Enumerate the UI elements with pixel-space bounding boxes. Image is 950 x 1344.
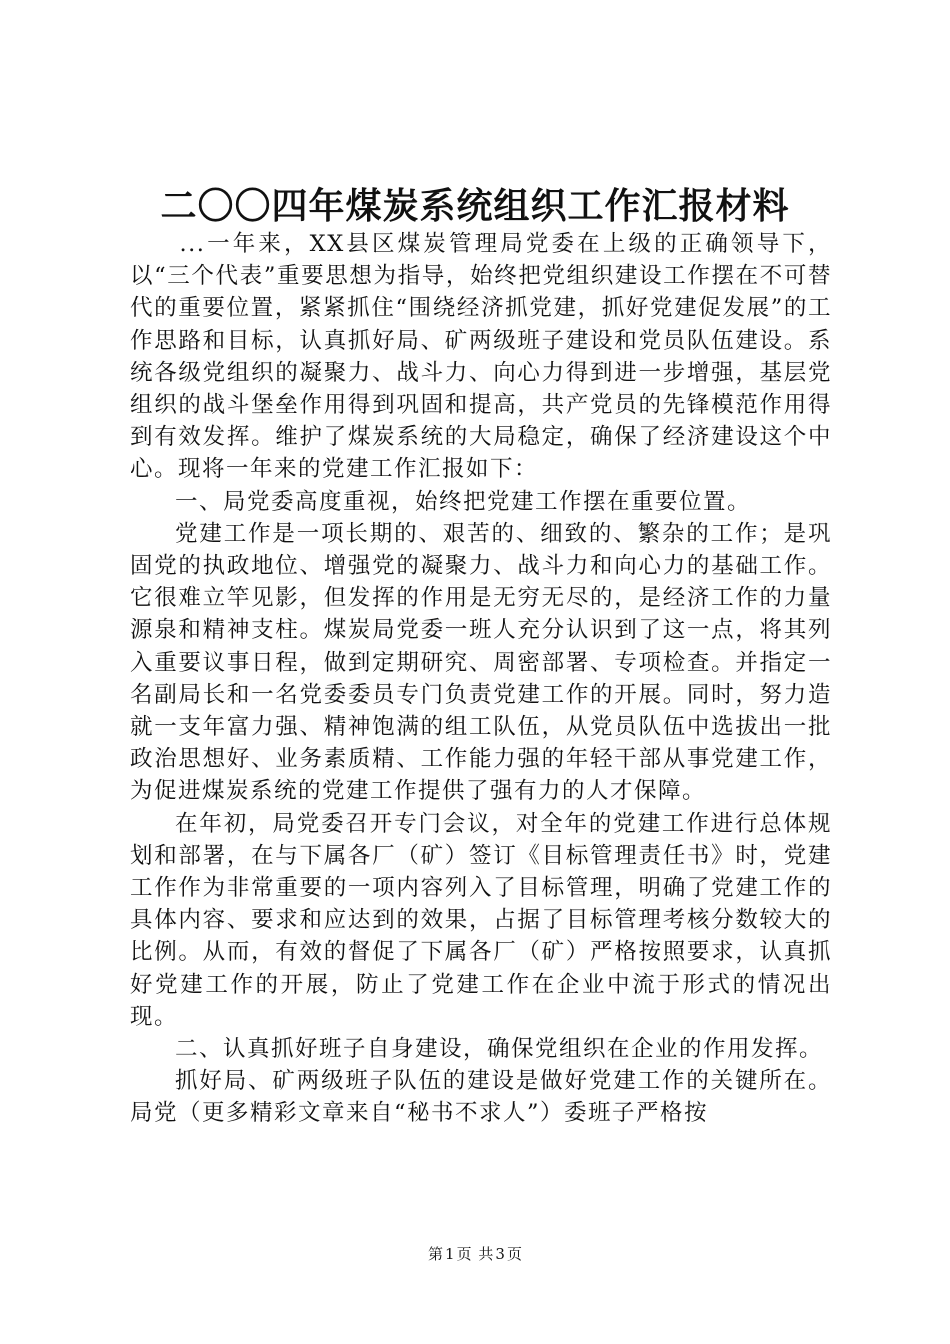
paragraph-section-1-b: 在年初，局党委召开专门会议，对全年的党建工作进行总体规划和部署，在与下属各厂（矿）签订《目标管理责任书》时，党建工作作为非常重要的一项内容列入了目标管理，明确了党建工作的具体内容、要求和应达到的效果，占据了目标管理考核分数较大的比例。从而，有效的督促了下属各厂（矿）严格按照要求，认真抓好党建工作的开展，防止了党建工作在企业中流于形式的情况出现。 — [130, 810, 832, 1030]
paragraph-section-1-a: 党建工作是一项长期的、艰苦的、细致的、繁杂的工作；是巩固党的执政地位、增强党的凝聚力、战斗力和向心力的基础工作。它很难立竿见影，但发挥的作用是无穷无尽的，是经济工作的力量源泉和精神支柱。煤炭局党委一班人充分认识到了这一点，将其列入重要议事日程，做到定期研究、周密部署、专项检查。并指定一名副局长和一名党委委员专门负责党建工作的开展。同时，努力造就一支年富力强、精神饱满的组工队伍，从党员队伍中选拔出一批政治思想好、业务素质精、工作能力强的年轻干部从事党建工作，为促进煤炭系统的党建工作提供了强有力的人才保障。 — [130, 520, 832, 805]
page-label-prefix: 第 — [428, 1245, 444, 1263]
page-number: 1 — [445, 1245, 455, 1263]
total-prefix: 共 — [478, 1245, 494, 1263]
paragraph-intro: ...一年来，XX县区煤炭管理局党委在上级的正确领导下，以“三个代表”重要思想为指导，始终把党组织建设工作摆在不可替代的重要位置，紧紧抓住“围绕经济抓党建，抓好党建促发展”的工作思路和目标，认真抓好局、矿两级班子建设和党员队伍建设。系统各级党组织的凝聚力、战斗力、向心力得到进一步增强，基层党组织的战斗堡垒作用得到巩固和提高，共产党员的先锋模范作用得到有效发挥。维护了煤炭系统的大局稳定，确保了经济建设这个中心。现将一年来的党建工作汇报如下： — [130, 231, 832, 483]
section-heading-2: 二、认真抓好班子自身建设，确保党组织在企业的作用发挥。 — [175, 1036, 824, 1063]
section-heading-1: 一、局党委高度重视，始终把党建工作摆在重要位置。 — [175, 488, 752, 515]
total-suffix: 页 — [506, 1245, 522, 1263]
document-title: 二〇〇四年煤炭系统组织工作汇报材料 — [160, 185, 790, 227]
page-label-mid: 页 — [456, 1245, 472, 1263]
total-pages: 3 — [495, 1245, 505, 1263]
page-footer — [0, 1244, 950, 1264]
paragraph-section-2-a: 抓好局、矿两级班子队伍的建设是做好党建工作的关键所在。局党（更多精彩文章来自“秘书不求人”）委班子严格按 — [130, 1068, 832, 1127]
document-body — [130, 228, 832, 1130]
